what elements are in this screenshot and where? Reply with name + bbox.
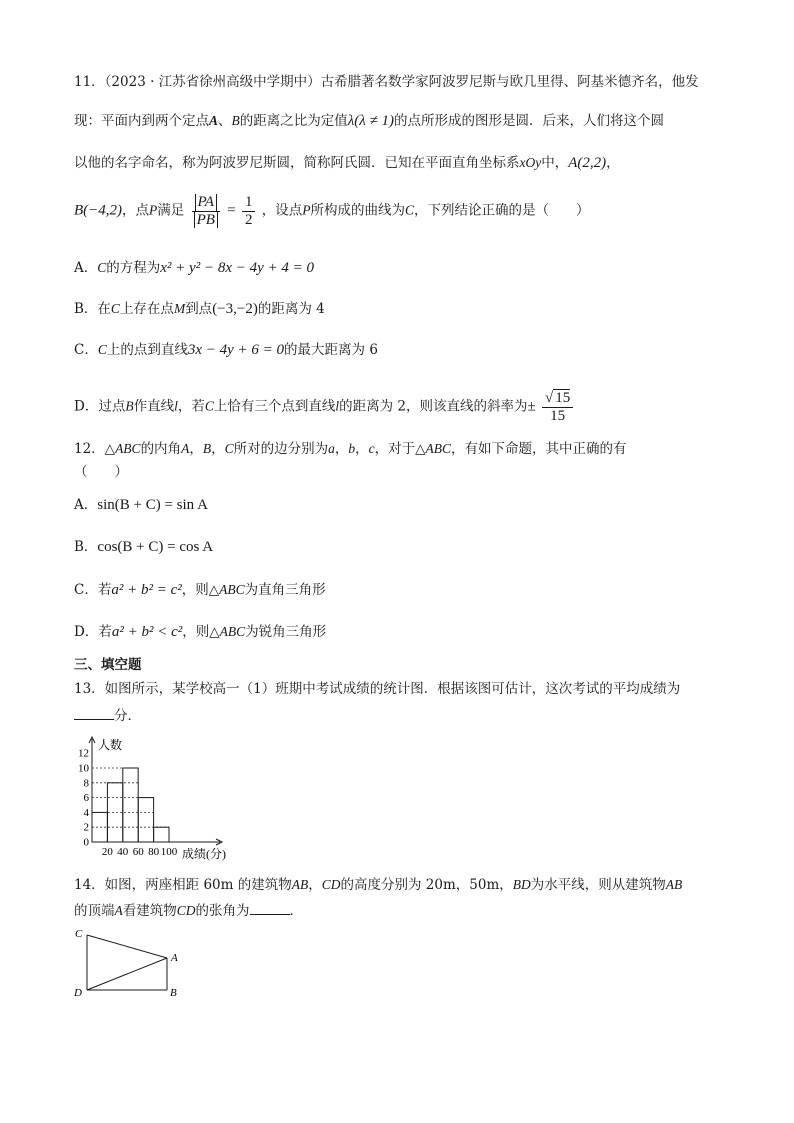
x-tick-label: 20 <box>101 846 113 858</box>
y-tick-label: 2 <box>83 821 89 834</box>
q11-option-c: C．C上的点到直线3x − 4y + 6 = 0的最大距离为 6 <box>74 342 378 358</box>
line-ca <box>87 935 167 958</box>
q12-line2: （ ） <box>74 464 128 480</box>
x-axis-label: 成绩(分) <box>182 847 226 861</box>
x-tick-label: 60 <box>132 846 144 858</box>
x-tick-label: 80 <box>148 846 160 858</box>
label-a: A <box>171 952 178 964</box>
y-tick-label: 10 <box>78 762 89 775</box>
q11-line2: 现：平面内到两个定点A、B的距离之比为定值λ(λ ≠ 1)的点所形成的图形是圆．后来，人们将这个圆 <box>74 113 664 129</box>
q14-line2: 的顶端A看建筑物CD的张角为 ． <box>74 903 304 919</box>
histogram-bar <box>138 798 153 842</box>
answer-blank-14[interactable] <box>250 903 290 915</box>
histogram-bar <box>123 768 138 842</box>
q12-option-a: A．sin(B + C) = sin A <box>74 497 208 513</box>
y-tick-label: 4 <box>83 806 89 819</box>
histogram-bar <box>154 827 169 842</box>
q14-line1: 14．如图，两座相距 60m 的建筑物AB，CD的高度分别为 20m，50m，BD为水平线，则从建筑物AB <box>74 877 683 893</box>
q13-line1: 13．如图所示，某学校高一（1）班期中考试成绩的统计图．根据该图可估计，这次考试的平均成绩为 <box>74 681 681 697</box>
y-tick-label: 8 <box>83 777 89 790</box>
q11-line4: B(−4,2)，点P满足 $\frac{PA}{PB}$ = $\frac{1}{2}$ ，设点P所构成的曲线为C，下列结论正确的是（ ） <box>74 194 590 228</box>
q11-option-b: B．在C上存在点M到点(−3,−2)的距离为 4 <box>74 301 325 317</box>
q12-option-c: C．若a² + b² = c²，则△ABC为直角三角形 <box>74 582 326 598</box>
y-tick-label: 6 <box>83 792 89 805</box>
y-tick-label: 0 <box>83 836 89 849</box>
label-c: C <box>75 928 83 940</box>
answer-blank[interactable] <box>74 708 114 720</box>
q11-line3: 以他的名字命名，称为阿波罗尼斯圆，简称阿氏圆．已知在平面直角坐标系xOy中，A(2,2)， <box>74 155 620 171</box>
q12-line1: 12．△ABC的内角A，B，C所对的边分别为a，b，c，对于△ABC，有如下命题，其中正确的有 <box>74 441 627 457</box>
q11-line1: 11．（2023 · 江苏省徐州高级中学期中）古希腊著名数学家阿波罗尼斯与欧几里得、阿基米德齐名，他发 <box>74 74 699 90</box>
y-tick-label: 12 <box>78 747 89 760</box>
q12-option-b: B．cos(B + C) = cos A <box>74 539 214 555</box>
line-da <box>87 958 167 990</box>
slope-fraction: $\frac{√ 15}{15}$ <box>542 390 573 424</box>
q11-option-a: A．C的方程为x² + y² − 8x − 4y + 4 = 0 <box>74 260 315 276</box>
x-tick-label: 40 <box>117 846 129 858</box>
q12-option-d: D．若a² + b² < c²，则△ABC为锐角三角形 <box>74 624 327 640</box>
label-b: B <box>170 987 177 999</box>
histogram-chart <box>70 733 270 863</box>
half-fraction: $\frac{1}{2}$ <box>242 194 256 228</box>
label-d: D <box>74 987 82 999</box>
q11-option-d: D．过点B作直线l，若C上恰有三个点到直线l的距离为 2，则该直线的斜率为± $\frac{√ 15}{15}$ <box>74 390 575 424</box>
ratio-fraction: $\frac{PA}{PB}$ <box>191 194 221 228</box>
y-axis-label: 人数 <box>98 738 123 752</box>
buildings-diagram <box>70 925 190 1005</box>
section-title: 三、填空题 <box>74 657 142 673</box>
x-tick-label: 100 <box>160 846 178 858</box>
q13-line2: 分． <box>74 708 141 724</box>
